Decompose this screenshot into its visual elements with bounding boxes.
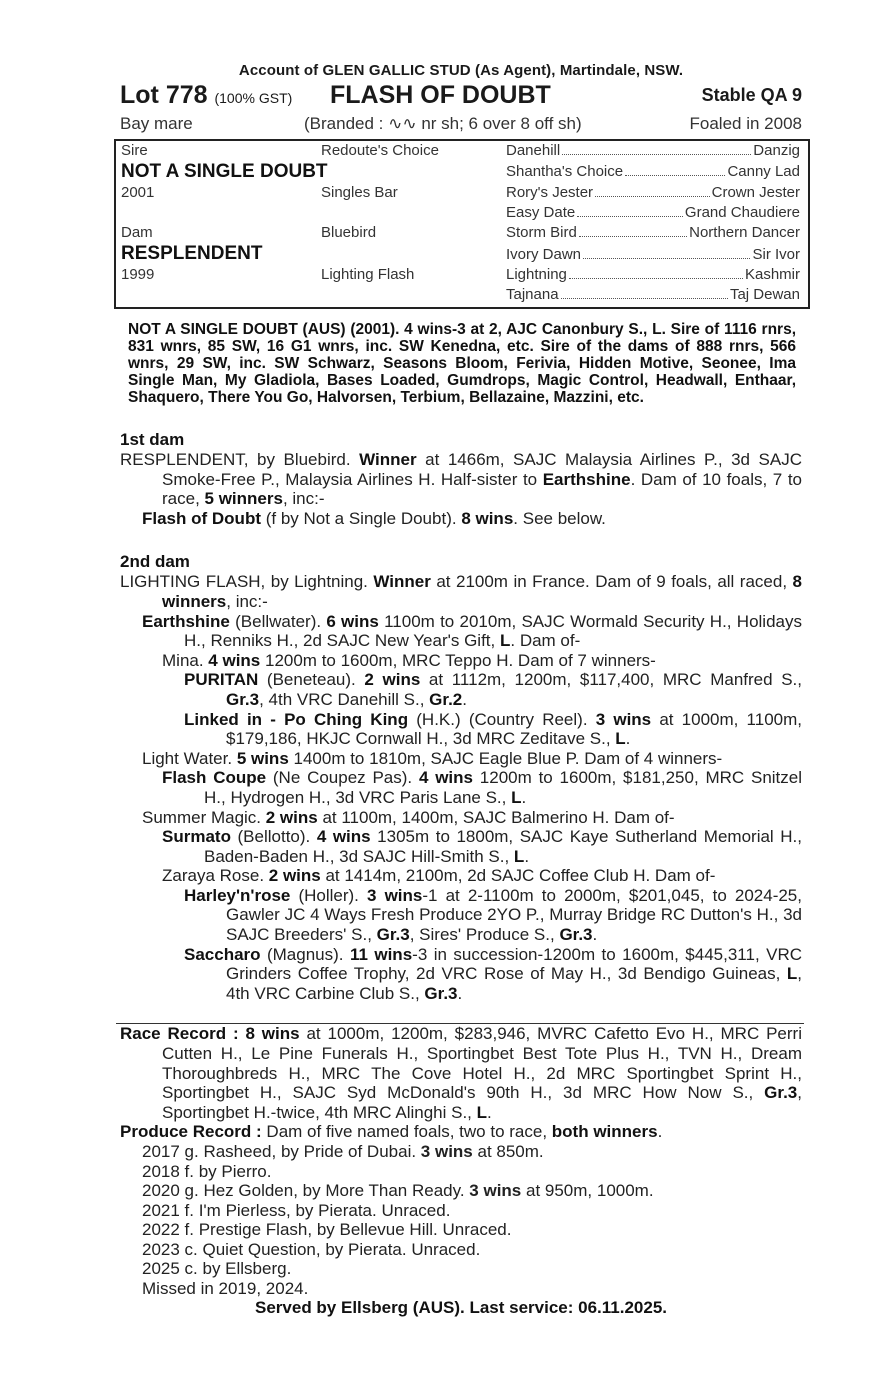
first-dam-heading: 1st dam bbox=[120, 430, 185, 449]
dam-dam: Lighting Flash bbox=[321, 266, 415, 283]
second-dam-heading: 2nd dam bbox=[120, 552, 190, 572]
sire-summary: NOT A SINGLE DOUBT (AUS) (2001). 4 wins-3 at 2, AJC Canonbury S., L. Sire of 1116 rnrs, 831 wnrs, 85 SW, 16 G1 wnrs, inc. SW Kenedna, etc. Sire of the dams of 888 rnrs, 566 wnrs, 29 SW, inc. SW Schwarz, Seasons Bloom, Ferivia, Hidden Motive, Seonee, Ima Single Man, My Gladiola, Bases Loaded, Gumdrops, Magic Control, Headwall, Enthaar, Shaquero, There You Go, Halvorsen, Terbium, Bellazaine, Mazzini, etc. bbox=[128, 321, 796, 406]
produce-item: 2022 f. Prestige Flash, by Bellevue Hill. Unraced. bbox=[142, 1220, 512, 1239]
second-dam-entry: LIGHTING FLASH, by Lightning. Winner at 2100m in France. Dam of 9 foals, all raced, 8 winners, inc:- bbox=[120, 572, 802, 611]
description-line bbox=[120, 111, 802, 137]
grandparent-row: Easy Date Grand Chaudiere bbox=[506, 204, 800, 221]
sire-label: Sire bbox=[121, 142, 148, 159]
progeny-surmato: Surmato (Bellotto). 4 wins 1305m to 1800m, SAJC Kaye Sutherland Memorial H., Baden-Baden H., 3d SAJC Hill-Smith S., L. bbox=[162, 827, 802, 866]
sire-name: NOT A SINGLE DOUBT bbox=[121, 161, 328, 182]
progeny-mina: Mina. 4 wins 1200m to 1600m, MRC Teppo H. Dam of 7 winners- bbox=[162, 650, 656, 670]
produce-item: 2023 c. Quiet Question, by Pierata. Unraced. bbox=[142, 1239, 481, 1259]
dam-name: RESPLENDENT bbox=[121, 243, 263, 264]
foaled-year: Foaled in 2008 bbox=[689, 114, 802, 133]
progeny-saccharo: Saccharo (Magnus). 11 wins-3 in succession-1200m to 1600m, $445,311, VRC Grinders Coffee Trophy, 2d VRC Rose of May H., 3d Bendigo Guineas, L, 4th VRC Carbine Club S., Gr.3. bbox=[184, 944, 802, 1003]
stable-number: Stable QA 9 bbox=[701, 85, 802, 105]
produce-item: 2020 g. Hez Golden, by More Than Ready. 3 wins at 950m, 1000m. bbox=[142, 1181, 654, 1200]
brand-text: (Branded : ∿∿ nr sh; 6 over 8 off sh) bbox=[304, 114, 582, 133]
produce-record: Produce Record : Dam of five named foals, two to race, both winners. bbox=[120, 1122, 663, 1142]
grandparent-row: Danehill Danzig bbox=[506, 142, 800, 159]
dam-year: 1999 bbox=[121, 266, 155, 283]
lot-label: Lot 778 bbox=[120, 81, 208, 109]
produce-item: 2025 c. by Ellsberg. bbox=[142, 1259, 292, 1278]
sire-sire: Redoute's Choice bbox=[321, 142, 439, 159]
produce-item: 2021 f. I'm Pierless, by Pierata. Unraced. bbox=[142, 1200, 451, 1220]
progeny-zaraya-rose: Zaraya Rose. 2 wins at 1414m, 2100m, 2d SAJC Coffee Club H. Dam of- bbox=[162, 866, 716, 886]
vendor-account: Account of GLEN GALLIC STUD (As Agent), Martindale, NSW. bbox=[238, 62, 684, 79]
lot-line bbox=[120, 81, 802, 111]
grandparent-row: Ivory Dawn Sir Ivor bbox=[506, 246, 800, 263]
dam-label: Dam bbox=[121, 224, 153, 241]
pedigree-table bbox=[114, 139, 810, 309]
race-record: Race Record : 8 wins at 1000m, 1200m, $283,946, MVRC Cafetto Evo H., MRC Perri Cutten H., Le Pine Funerals H., Sportingbet Best Tote Plus H., TVN H., Dream Thoroughbreds H., MRC The Cove Hotel H., 2d MRC Sportingbet Sprint H., Sportingbet H., SAJC Syd McDonald's 90th H., 3d MRC How Now S., Gr.3, Sportingbet H.-twice, 4th MRC Alinghi S., L. bbox=[120, 1024, 802, 1122]
first-dam-entry: RESPLENDENT, by Bluebird. Winner at 1466m, SAJC Malaysia Airlines P., 3d SAJC Smoke-Free P., Malaysia Airlines H. Half-sister to Earthshine. Dam of 10 foals, 7 to race, 5 winners, inc:- bbox=[120, 450, 802, 509]
produce-item: 2017 g. Rasheed, by Pride of Dubai. 3 wins at 850m. bbox=[142, 1142, 544, 1161]
grandparent-row: Tajnana Taj Dewan bbox=[506, 286, 800, 303]
progeny-harleynrose: Harley'n'rose (Holler). 3 wins-1 at 2-1100m to 2000m, $201,045, to 2024-25, Gawler JC 4 Ways Fresh Produce 2YO P., Murray Bridge RC Dutton's H., 3d SAJC Breeders' S., Gr.3, Sires' Produce S., Gr.3. bbox=[184, 885, 802, 945]
produce-item: 2018 f. by Pierro. bbox=[142, 1161, 272, 1181]
progeny-linked-in: Linked in - Po Ching King (H.K.) (Country Reel). 3 wins at 1000m, 1100m, $179,186, HKJC Cornwall H., 3d MRC Zeditave S., L. bbox=[184, 709, 802, 749]
grandparent-row: Lightning Kashmir bbox=[506, 266, 800, 283]
grandparent-row: Storm Bird Northern Dancer bbox=[506, 224, 800, 241]
service-note: Served by Ellsberg (AUS). Last service: 06.11.2025. bbox=[255, 1298, 667, 1317]
produce-item: Missed in 2019, 2024. bbox=[142, 1278, 309, 1298]
progeny-flash-coupe: Flash Coupe (Ne Coupez Pas). 4 wins 1200m to 1600m, $181,250, MRC Snitzel H., Hydrogen H., 3d VRC Paris Lane S., L. bbox=[162, 768, 803, 807]
horse-name: FLASH OF DOUBT bbox=[330, 81, 551, 109]
first-dam-progeny: Flash of Doubt (f by Not a Single Doubt). 8 wins. See below. bbox=[142, 508, 606, 528]
dam-sire: Bluebird bbox=[321, 224, 377, 241]
progeny-puritan: PURITAN (Beneteau). 2 wins at 1112m, 1200m, $117,400, MRC Manfred S., Gr.3, 4th VRC Danehill S., Gr.2. bbox=[184, 670, 802, 709]
progeny-earthshine: Earthshine (Bellwater). 6 wins 1100m to 2010m, SAJC Wormald Security H., Holidays H., Renniks H., 2d SAJC New Year's Gift, L. Dam of- bbox=[142, 611, 802, 651]
grandparent-row: Rory's Jester Crown Jester bbox=[506, 184, 800, 201]
gst-note: (100% GST) bbox=[214, 90, 293, 106]
sex-colour: Bay mare bbox=[120, 114, 193, 133]
grandparent-row: Shantha's Choice Canny Lad bbox=[506, 163, 800, 180]
sire-year: 2001 bbox=[121, 184, 155, 201]
sire-dam: Singles Bar bbox=[321, 184, 398, 201]
catalogue-page bbox=[120, 62, 802, 1318]
lot-number bbox=[120, 81, 292, 110]
progeny-light-water: Light Water. 5 wins 1400m to 1810m, SAJC Eagle Blue P. Dam of 4 winners- bbox=[142, 748, 723, 768]
progeny-summer-magic: Summer Magic. 2 wins at 1100m, 1400m, SAJC Balmerino H. Dam of- bbox=[142, 807, 675, 827]
